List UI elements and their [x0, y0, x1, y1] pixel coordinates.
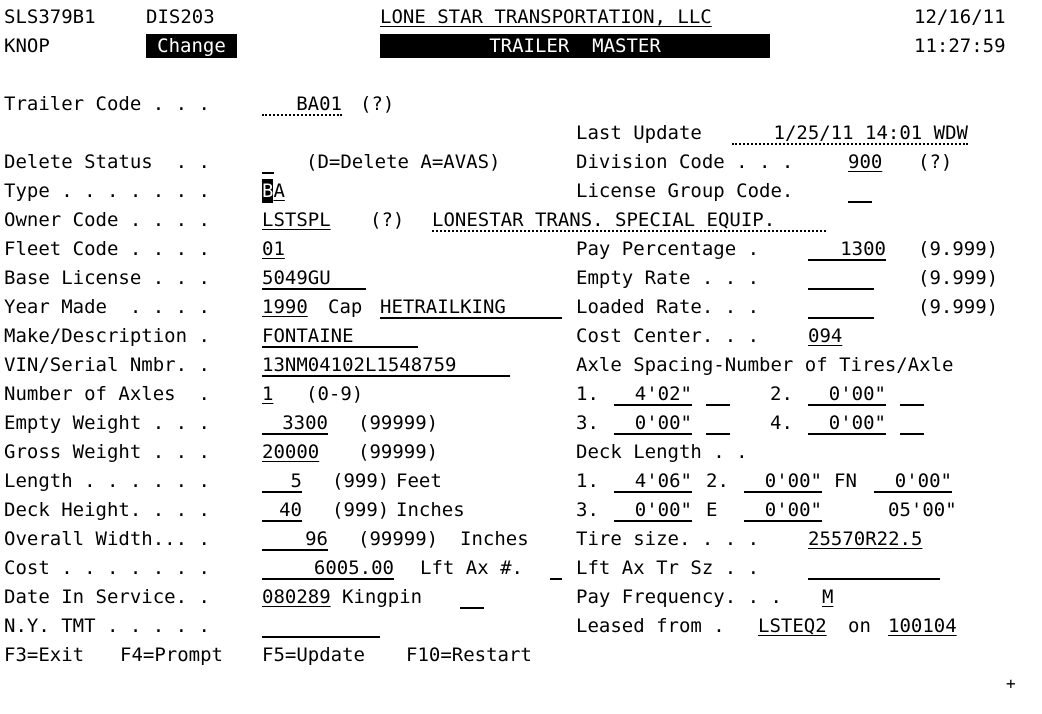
base-license-field[interactable]: 5049GU — [262, 266, 366, 290]
cost-center-label: Cost Center. . . — [576, 325, 760, 347]
axle-2-spacing-field[interactable]: 0'00" — [808, 382, 886, 406]
axle-4-spacing-field[interactable]: 0'00" — [808, 411, 886, 435]
axle-1-number: 1. — [576, 383, 599, 405]
empty-weight-field[interactable]: 3300 — [262, 411, 328, 435]
tire-size-field[interactable]: 25570R22.5 — [808, 528, 923, 550]
make-description-label: Make/Description . — [4, 325, 210, 347]
division-code-field[interactable]: 900 — [848, 151, 883, 173]
lft-ax-label: Lft Ax #. — [420, 557, 523, 579]
kingpin-field[interactable] — [460, 585, 484, 609]
vin-serial-field[interactable]: 13NM04102L1548759 — [262, 353, 510, 377]
axle-3-spacing-field[interactable]: 0'00" — [614, 411, 692, 435]
pay-frequency-field[interactable]: M — [822, 586, 834, 608]
f3-exit-key[interactable]: F3=Exit — [4, 644, 85, 666]
axle-2-tires-field[interactable] — [900, 382, 924, 406]
date-in-service-field[interactable]: 080289 — [262, 586, 331, 608]
trailer-code-label: Trailer Code . . . — [4, 93, 210, 115]
company-name: LONE STAR TRANSPORTATION, LLC — [380, 6, 712, 28]
pay-percentage-field[interactable]: 1300 — [808, 237, 886, 261]
type-field-rest: A — [273, 180, 285, 202]
empty-rate-label: Empty Rate . . . — [576, 267, 760, 289]
base-license-label: Base License . . . — [4, 267, 210, 289]
loaded-rate-label: Loaded Rate. . . — [576, 296, 760, 318]
number-of-axles-hint: (0-9) — [306, 383, 364, 405]
text-cursor: B — [262, 180, 274, 202]
deck-2-length-field[interactable]: 0'00" — [744, 469, 822, 493]
trailer-code-field[interactable]: BA01 — [262, 92, 342, 116]
pay-percentage-label: Pay Percentage . — [576, 238, 760, 260]
mode-indicator: Change — [146, 34, 237, 58]
year-made-label: Year Made . . . . — [4, 296, 210, 318]
trailer-code-prompt-hint[interactable]: (?) — [360, 93, 395, 115]
cost-center-field[interactable]: 094 — [808, 325, 843, 347]
empty-rate-hint: (9.999) — [918, 267, 999, 289]
e-label: E — [706, 499, 718, 521]
axle-2-number: 2. — [770, 383, 793, 405]
length-label: Length . . . . . . — [4, 470, 210, 492]
gross-weight-field[interactable]: 20000 — [262, 441, 320, 463]
owner-code-label: Owner Code . . . . — [4, 209, 210, 231]
empty-rate-field[interactable] — [808, 266, 874, 290]
deck-2-number: 2. — [706, 470, 729, 492]
length-field[interactable]: 5 — [262, 469, 302, 493]
axle-4-number: 4. — [770, 412, 793, 434]
lft-ax-tr-sz-field[interactable] — [808, 556, 940, 580]
empty-weight-label: Empty Weight . . . — [4, 412, 210, 434]
loaded-rate-hint: (9.999) — [918, 296, 999, 318]
lft-ax-tr-sz-label: Lft Ax Tr Sz . . — [576, 557, 760, 579]
owner-description: LONESTAR TRANS. SPECIAL EQUIP. — [432, 208, 826, 232]
deck-height-label: Deck Height. . . . — [4, 499, 210, 521]
type-label: Type . . . . . . . — [4, 180, 210, 202]
number-of-axles-label: Number of Axles . — [4, 383, 210, 405]
axle-4-tires-field[interactable] — [900, 411, 924, 435]
license-group-field[interactable] — [848, 179, 872, 203]
loaded-rate-field[interactable] — [808, 295, 874, 319]
leased-from-label: Leased from . — [576, 615, 725, 637]
axle-1-spacing-field[interactable]: 4'02" — [614, 382, 692, 406]
ny-tmt-field[interactable] — [262, 614, 380, 638]
more-indicator: + — [1006, 674, 1016, 693]
cost-label: Cost . . . . . . . — [4, 557, 210, 579]
e-length-field[interactable]: 0'00" — [744, 498, 822, 522]
overall-width-hint: (99999) — [358, 528, 439, 550]
division-code-label: Division Code . . . — [576, 151, 794, 173]
axle-1-tires-field[interactable] — [706, 382, 730, 406]
delete-status-hint: (D=Delete A=AVAS) — [306, 151, 501, 173]
overall-width-label: Overall Width... . — [4, 528, 210, 550]
pay-frequency-label: Pay Frequency. . . — [576, 586, 782, 608]
owner-code-field[interactable]: LSTSPL — [262, 209, 331, 231]
gross-weight-hint: (99999) — [358, 441, 439, 463]
program-name: SLS379B1 — [4, 6, 96, 28]
cost-field[interactable]: 6005.00 — [262, 556, 394, 580]
leased-on-field[interactable]: 100104 — [888, 615, 957, 637]
number-of-axles-field[interactable]: 1 — [262, 383, 274, 405]
date-in-service-label: Date In Service. . — [4, 586, 210, 608]
leased-on-label: on — [848, 615, 871, 637]
make-description-field[interactable]: FONTAINE — [262, 324, 418, 348]
deck-length-header: Deck Length . . — [576, 441, 748, 463]
screen-title: TRAILER MASTER — [380, 34, 770, 58]
empty-weight-hint: (99999) — [358, 412, 439, 434]
fleet-code-field[interactable]: 01 — [262, 238, 285, 260]
deck-height-hint: (999) — [332, 499, 390, 521]
header-date: 12/16/11 — [914, 6, 1006, 28]
last-update-label: Last Update — [576, 122, 702, 144]
deck-3-length-field[interactable]: 0'00" — [614, 498, 692, 522]
axle-3-tires-field[interactable] — [706, 411, 730, 435]
header-time: 11:27:59 — [914, 35, 1006, 57]
last-update-value: 1/25/11 14:01 WDW — [732, 121, 968, 145]
delete-status-field[interactable] — [262, 150, 274, 174]
cap-field[interactable]: HETRAILKING — [380, 295, 562, 319]
ny-tmt-label: N.Y. TMT . . . . . — [4, 615, 210, 637]
deck-1-length-field[interactable]: 4'06" — [614, 469, 692, 493]
f5-update-key[interactable]: F5=Update — [262, 644, 365, 666]
deck-total-length: 05'00" — [888, 499, 957, 521]
deck-height-field[interactable]: 40 — [262, 498, 302, 522]
license-group-label: License Group Code. — [576, 180, 794, 202]
division-code-prompt-hint[interactable]: (?) — [918, 151, 953, 173]
overall-width-field[interactable]: 96 — [262, 527, 328, 551]
type-field[interactable] — [262, 179, 285, 203]
axle-spacing-header: Axle Spacing-Number of Tires/Axle — [576, 354, 954, 376]
deck-1-number: 1. — [576, 470, 599, 492]
f10-restart-key[interactable]: F10=Restart — [406, 644, 532, 666]
delete-status-label: Delete Status . . — [4, 151, 210, 173]
length-hint: (999) — [332, 470, 390, 492]
length-unit: Feet — [396, 470, 442, 492]
fn-length-field[interactable]: 0'00" — [874, 469, 952, 493]
deck-3-number: 3. — [576, 499, 599, 521]
f4-prompt-key[interactable]: F4=Prompt — [120, 644, 223, 666]
cap-label: Cap — [328, 296, 363, 318]
tire-size-label: Tire size. . . . — [576, 528, 760, 550]
deck-height-unit: Inches — [396, 499, 465, 521]
year-made-field[interactable]: 1990 — [262, 296, 308, 318]
pay-percentage-hint: (9.999) — [918, 238, 999, 260]
vin-serial-label: VIN/Serial Nmbr. . — [4, 354, 210, 376]
owner-code-prompt-hint[interactable]: (?) — [370, 209, 405, 231]
user-name: KNOP — [4, 35, 50, 57]
lft-ax-field[interactable] — [550, 556, 562, 580]
leased-from-field[interactable]: LSTEQ2 — [758, 615, 827, 637]
overall-width-unit: Inches — [460, 528, 529, 550]
kingpin-label: Kingpin — [342, 586, 423, 608]
display-name: DIS203 — [146, 6, 215, 28]
axle-3-number: 3. — [576, 412, 599, 434]
fleet-code-label: Fleet Code . . . . — [4, 238, 210, 260]
gross-weight-label: Gross Weight . . . — [4, 441, 210, 463]
fn-label: FN — [834, 470, 857, 492]
